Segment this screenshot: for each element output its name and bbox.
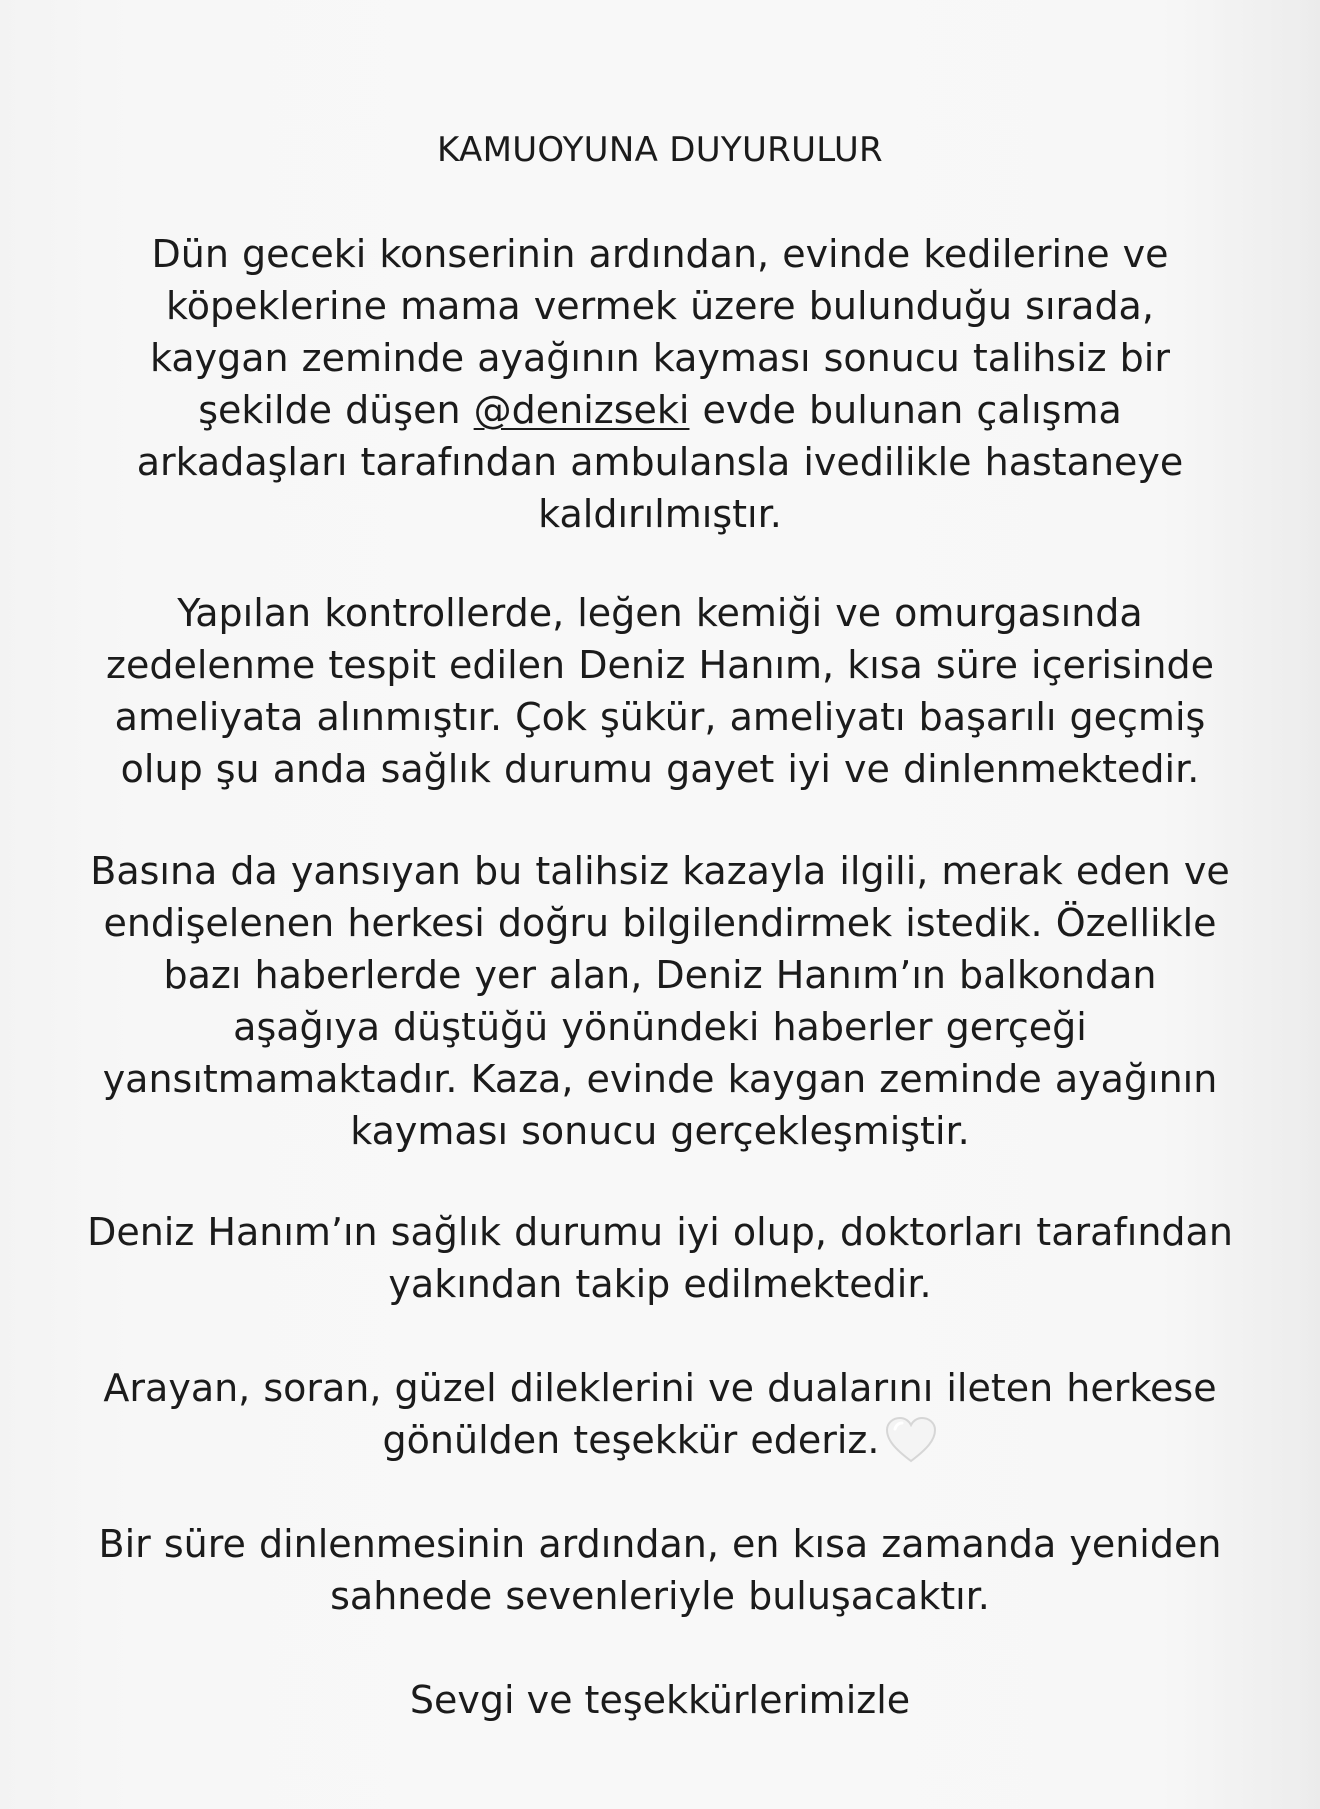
mention-suffix: evde bulunan çalışma xyxy=(689,388,1122,432)
announcement-title: KAMUOYUNA DUYURULUR xyxy=(437,130,883,170)
paragraph-return xyxy=(60,1518,1260,1622)
user-mention-link[interactable]: @denizseki xyxy=(473,388,690,432)
paragraph-line: yakından takip edilmektedir. xyxy=(388,1262,932,1306)
paragraph-line-with-mention xyxy=(60,384,1260,436)
paragraph-line: olup şu anda sağlık durumu gayet iyi ve dinlenmektedir. xyxy=(120,747,1200,791)
paragraph-line: Bir süre dinlenmesinin ardından, en kısa zamanda yeniden xyxy=(98,1522,1222,1566)
paragraph-line-with-emoji xyxy=(60,1414,1260,1467)
paragraph-surgery xyxy=(60,587,1260,795)
paragraph-line: Basına da yansıyan bu talihsiz kazayla ilgili, merak eden ve xyxy=(90,849,1230,893)
paragraph-line: sahnede sevenleriyle buluşacaktır. xyxy=(330,1574,990,1618)
paragraph-line: arkadaşları tarafından ambulansla ivedilikle hastaneye xyxy=(136,440,1184,484)
paragraph-accident xyxy=(60,228,1260,540)
paragraph-line: bazı haberlerde yer alan, Deniz Hanım’ın balkondan xyxy=(163,953,1157,997)
paragraph-line: yansıtmamaktadır. Kaza, evinde kaygan zeminde ayağının xyxy=(102,1057,1218,1101)
paragraph-line: Dün geceki konserinin ardından, evinde kedilerine ve xyxy=(151,232,1169,276)
paragraph-line: kayması sonucu gerçekleşmiştir. xyxy=(350,1109,970,1153)
paragraph-line: köpeklerine mama vermek üzere bulunduğu sırada, xyxy=(166,284,1154,328)
paragraph-health-status xyxy=(60,1206,1260,1310)
paragraph-line: zedelenme tespit edilen Deniz Hanım, kısa süre içerisinde xyxy=(106,643,1214,687)
mention-prefix: şekilde düşen xyxy=(198,388,474,432)
paragraph-line: Deniz Hanım’ın sağlık durumu iyi olup, doktorları tarafından xyxy=(87,1210,1233,1254)
paragraph-line: kaldırılmıştır. xyxy=(538,492,782,536)
paragraph-thanks xyxy=(60,1362,1260,1467)
paragraph-line: endişelenen herkesi doğru bilgilendirmek istedik. Özellikle xyxy=(103,901,1217,945)
paragraph-line: ameliyata alınmıştır. Çok şükür, ameliyatı başarılı geçmiş xyxy=(114,695,1206,739)
paragraph-line: kaygan zeminde ayağının kayması sonucu talihsiz bir xyxy=(150,336,1170,380)
white-heart-icon xyxy=(885,1416,937,1464)
paragraph-line: Yapılan kontrollerde, leğen kemiği ve omurgasında xyxy=(177,591,1143,635)
paragraph-clarification xyxy=(60,845,1260,1157)
paragraph-line: aşağıya düştüğü yönündeki haberler gerçeği xyxy=(233,1005,1087,1049)
right-edge-shadow xyxy=(1306,0,1320,1809)
paragraph-line: Arayan, soran, güzel dileklerini ve dualarını ileten herkese xyxy=(103,1366,1217,1410)
thanks-text: gönülden teşekkür ederiz. xyxy=(382,1418,880,1462)
closing-signoff: Sevgi ve teşekkürlerimizle xyxy=(409,1678,911,1722)
